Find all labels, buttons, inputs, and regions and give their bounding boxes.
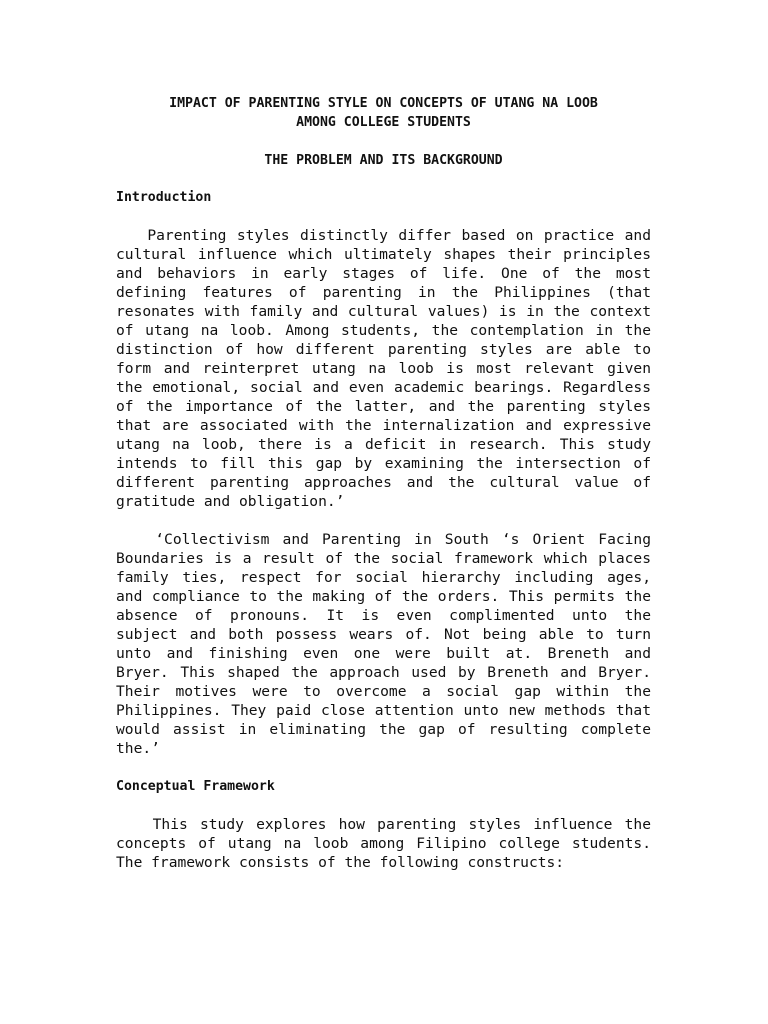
introduction-paragraph-2: ‘Collectivism and Parenting in South ‘s Orient Facing Boundaries is a result of the social framework which places family ties, respect for social hierarchy including ages, and compliance to the making of the orders. This permits the absence of pronouns. It is even complimented unto the subject and both possess wears of. Not being able to turn unto and finishing even one were built at. Breneth and Bryer. This shaped the approach used by Breneth and Bryer. Their motives were to overcome a social gap within the Philippines. They paid close attention unto new methods that would assist in eliminating the gap of resulting complete the.’: [116, 531, 660, 757]
document-page: [116, 94, 660, 872]
section-heading-conceptual-framework: Conceptual Framework: [116, 779, 275, 794]
introduction-paragraph-1: Parenting styles distinctly differ based on practice and cultural influence which ultimately shapes their principles and behaviors in early stages of life. One of the most defining features of parenting in the Philippines (that resonates with family and cultural values) is in the context of utang na loob. Among students, the contemplation in the distinction of how different parenting styles are able to form and reinterpret utang na loob is most relevant given the emotional, social and even academic bearings. Regardless of the importance of the latter, and the parenting styles that are associated with the internalization and expressive utang na loob, there is a deficit in research. This study intends to fill this gap by examining the intersection of different parenting approaches and the cultural value of gratitude and obligation.’: [116, 227, 660, 510]
document-title: IMPACT OF PARENTING STYLE ON CONCEPTS OF UTANG NA LOOB AMONG COLLEGE STUDENTS: [169, 96, 598, 130]
conceptual-framework-paragraph-1: This study explores how parenting styles influence the concepts of utang na loob among Filipino college students. The framework consists of the following constructs:: [116, 816, 660, 871]
section-heading-introduction: Introduction: [116, 190, 212, 205]
chapter-heading: THE PROBLEM AND ITS BACKGROUND: [264, 153, 503, 168]
